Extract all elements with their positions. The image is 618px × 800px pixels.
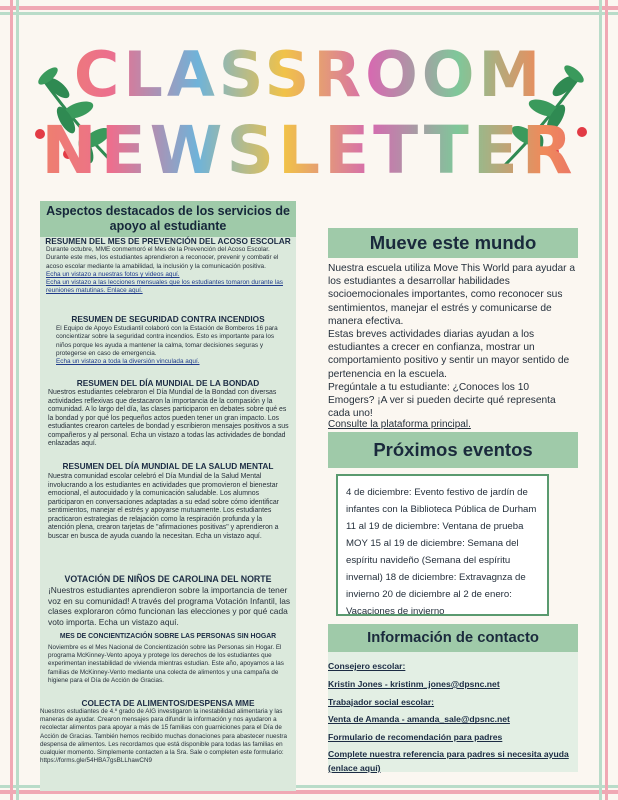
section-body-mental-health: Nuestra comunidad escolar celebró el Día Mundial de la Salud Mental involucrando a los estudiantes en actividades que promovieron el bienestar emocional, el autocuidado y la comunicación saludable. Los alumnos participaron en conversaciones adaptadas a su edad sobre cómo identificar sentimientos, manejar el estrés y apoyarse mutuamente. Los estudiantes practicaron estrategias de relajación como la respiración profunda y la atención plena, crearon tarjetas de "afirmaciones positivas" y aprendieron a buscar en busca de ayuda cuando la necesitan. Echa un vistazo aquí. xyxy=(48,473,279,540)
platform-link[interactable]: Consulte la plataforma principal. xyxy=(328,419,471,430)
section-title-bullying: RESUMEN DEL MES DE PREVENCIÓN DEL ACOSO ESCOLAR xyxy=(45,236,291,246)
move-this-world-paragraph-1: Nuestra escuela utiliza Move This World para ayudar a los estudiantes a desarrollar habilidades socioemocionales importantes, como reconocer sus sentimientos, manejar el estrés y comunicarse de manera efectiva. xyxy=(328,263,576,327)
social-worker-label: Trabajador social escolar: xyxy=(328,696,435,707)
newsletter-title-line1: CLASSROOM xyxy=(0,38,618,111)
student-services-heading: Aspectos destacados de los servicios de apoyo al estudiante xyxy=(40,201,296,237)
parent-referral-form-link[interactable]: Formulario de recomendación para padres xyxy=(328,732,503,743)
move-this-world-heading: Mueve este mundo xyxy=(328,228,578,258)
bullying-text: Durante octubre, MME conmemoró el Mes de la Prevención del Acoso Escolar. Durante este mes, los estudiantes aprendieron a reconocer, prevenir y combatir el acoso escolar mediante la amabilidad, la inclusión y la comunicación positiva. xyxy=(46,246,279,270)
fire-safety-text: El Equipo de Apoyo Estudiantil colaboró con la Estación de Bomberos 16 para concientizar sobre la seguridad contra incendios. Esto es importante para los niños porque les ayuda a mantener la calma, tomar decisiones seguras y protegerse en caso de emergencia. xyxy=(56,325,278,357)
bullying-photos-link[interactable]: Echa un vistazo a nuestras fotos y videos aquí. xyxy=(46,270,180,278)
section-title-mental-health: RESUMEN DEL DÍA MUNDIAL DE LA SALUD MENTAL xyxy=(62,461,274,471)
frame-stripe xyxy=(0,6,618,10)
bullying-lessons-link[interactable]: Echa un vistazo a las lecciones mensuales que los estudiantes tomaron durante las reuniones matutinas. Enlace aquí. xyxy=(46,279,283,295)
counselor-label: Consejero escolar: xyxy=(328,661,406,671)
section-body-food-drive: Nuestros estudiantes de 4.º grado de AIG investigaron la inestabilidad alimentaria y las maneras de ayudar. Crearon mensajes para difundir la información y nos ayudaron a recolectar alimentos para apoyar a más de 15 familias con guarniciones para el Día de Acción de Gracias. También hemos recibido muchas donaciones para abastecer nuestra despensa de alimentos. Les recordamos que está disponible para todas las familias en cualquier momento. Simplemente contacten a la Sra. Sale o completen este formulario: https://forms.gle/54HBA7gsBLLhawCN9 xyxy=(40,708,287,765)
counselor-contact-link[interactable]: Kristin Jones - kristinm_jones@dpsnc.net xyxy=(328,678,500,689)
section-body-kids-voting: ¡Nuestros estudiantes aprendieron sobre la importancia de tener voz en su comunidad! A través del programa Votación Infantil, las clases exploraron cómo funcionan las elecciones y por qué cada voto importa. Echa un vistazo aquí. xyxy=(48,585,291,627)
section-title-kindness: RESUMEN DEL DÍA MUNDIAL DE LA BONDAD xyxy=(76,378,260,388)
newsletter-title-line2: NEWSLETTER xyxy=(0,112,618,189)
section-body-homelessness: Noviembre es el Mes Nacional de Concientización sobre las Personas sin Hogar. El programa McKinney-Vento apoya y protege los derechos de los estudiantes que experimentan inestabilidad de vivienda mientras estudian. Este año, apoyamos a las familias de McKinney-Vento mediante una colecta de alimentos y una campaña de higiene para el Día de Acción de Gracias. xyxy=(48,644,284,684)
move-this-world-paragraph-3: Pregúntale a tu estudiante: ¿Conoces los 10 Emogers? ¡A ver si pueden decirte qué representa cada uno! xyxy=(328,381,556,420)
move-this-world-text xyxy=(328,262,576,420)
section-title-homelessness: MES DE CONCIENTIZACIÓN SOBRE LAS PERSONAS SIN HOGAR xyxy=(59,633,277,640)
section-title-kids-voting: VOTACIÓN DE NIÑOS DE CAROLINA DEL NORTE xyxy=(64,574,272,584)
section-body-bullying xyxy=(46,246,290,296)
section-title-fire-safety: RESUMEN DE SEGURIDAD CONTRA INCENDIOS xyxy=(71,314,265,324)
frame-stripe xyxy=(0,12,618,15)
move-this-world-paragraph-2: Estas breves actividades diarias ayudan a los estudiantes a crecer en confianza, mostrar un comportamiento positivo y sentir un mayor sentido de pertenencia en la escuela. xyxy=(328,329,570,380)
section-title-food-drive: COLECTA DE ALIMENTOS/DESPENSA MME xyxy=(81,698,255,708)
fire-safety-link[interactable]: Echa un vistazo a toda la diversión vinculada aquí. xyxy=(56,358,200,366)
parent-referral-help-link[interactable]: Complete nuestra referencia para padres si necesita ayuda (enlace aquí) xyxy=(328,748,569,773)
upcoming-events-heading: Próximos eventos xyxy=(328,432,578,468)
events-box xyxy=(336,474,549,616)
social-worker-contact-link[interactable]: Venta de Amanda - amanda_sale@dpsnc.net xyxy=(328,714,510,725)
contact-heading: Información de contacto xyxy=(328,624,578,652)
events-list-text: 4 de diciembre: Evento festivo de jardín de infantes con la Biblioteca Pública de Durham 11 al 19 de diciembre: Ventana de prueba MOY 15 al 19 de diciembre: Semana del espíritu navideño (Semana del espíritu invernal) 18 de diciembre: Extravagnza de invierno 20 de diciembre al 2 de enero: Vacaciones de invierno xyxy=(346,487,537,616)
student-services-column xyxy=(40,201,296,791)
section-body-kindness: Nuestros estudiantes celebraron el Día Mundial de la Bondad con diversas actividades reflexivas que destacaron la importancia de la compasión y la comunidad. A lo largo del día, las clases participaron en debates sobre qué es la bondad y por qué los pequeños actos pueden tener un gran impacto. Los estudiantes crearon carteles de bondad y escribieron mensajes positivos a sus compañeros y al personal. Echa un vistazo a todas las actividades de bondad enlazadas aquí. xyxy=(48,389,289,447)
contact-info xyxy=(328,658,578,775)
section-body-fire-safety xyxy=(56,325,290,366)
